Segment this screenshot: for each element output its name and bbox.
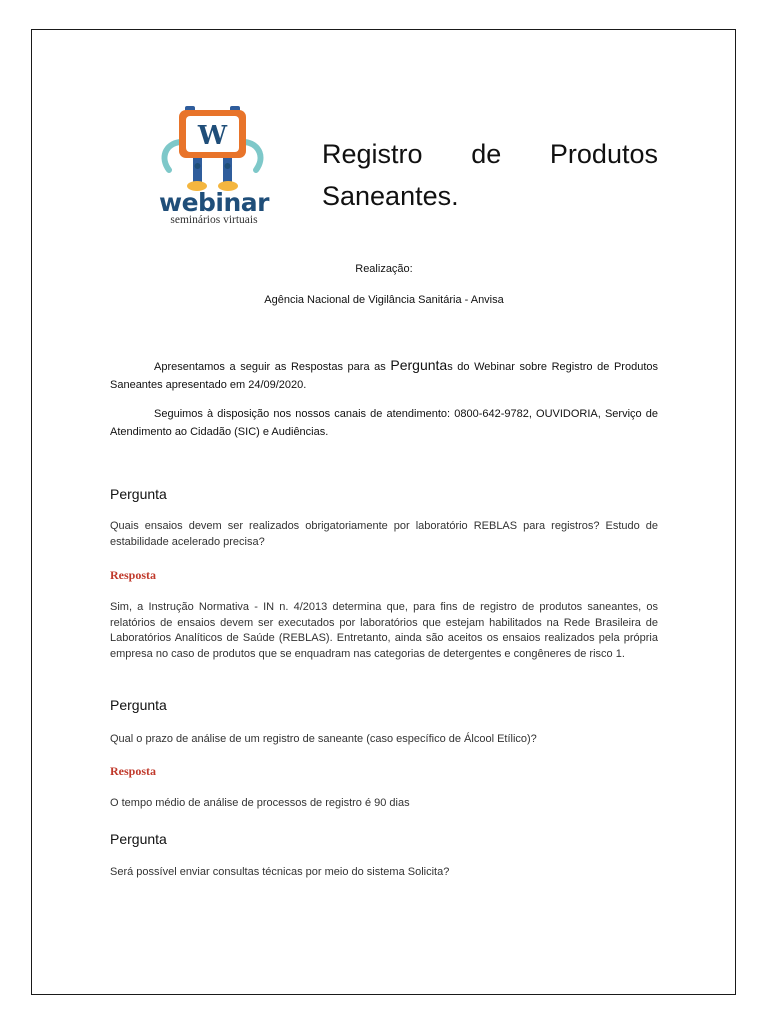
intro-text: Apresentamos a seguir as Respostas para as: [154, 361, 391, 373]
intro-paragraph-1: [110, 356, 658, 394]
intro-text: s do Webinar sobre Registro de Produtos Saneantes apresentado em 24/09/2020.: [110, 361, 658, 391]
svg-text:W: W: [197, 121, 228, 151]
title-word: Registro: [322, 139, 423, 169]
answer-text: Sim, a Instrução Normativa - IN n. 4/2013 determina que, para fins de registro de produtos saneantes, os relatórios de ensaios devem ser executados por laboratórios que estejam habilitados na Rede Brasileira de Laboratórios Analíticos de Saúde (REBLAS). Entretanto, ainda são aceitos os ensaios realizados pela própria empresa no caso de produtos que se enquadram nas categorias de detergentes e congêneres de risco 1.: [110, 601, 658, 660]
question-text: Quais ensaios devem ser realizados obrigatoriamente por laboratório REBLAS para registros? Estudo de estabilidade acelerado precisa?: [110, 520, 658, 548]
question-heading: Pergunta: [110, 486, 167, 502]
agency-name: Agência Nacional de Vigilância Sanitária - Anvisa: [264, 294, 504, 306]
logo-subtitle: seminários virtuais: [170, 214, 258, 226]
answer-heading: Resposta: [110, 568, 157, 582]
logo-wordmark: webinar: [158, 188, 269, 217]
question-heading: Pergunta: [110, 831, 167, 847]
realizacao-label: Realização:: [355, 263, 413, 275]
title-word: Produtos: [549, 139, 658, 169]
contact-text: Seguimos à disposição nos nossos canais de atendimento: 0800-642-9782, OUVIDORIA, Serviço de Atendimento ao Cidadão (SIC) e Audiências.: [110, 408, 658, 438]
answer-text: O tempo médio de análise de processos de registro é 90 dias: [110, 797, 410, 809]
title-word: de: [471, 139, 502, 169]
question-heading: Pergunta: [110, 697, 167, 713]
page-title: [322, 133, 658, 217]
intro-paragraph-2: [110, 405, 658, 441]
intro-emphasis: Pergunta: [390, 357, 448, 373]
question-text: Qual o prazo de análise de um registro de saneante (caso específico de Álcool Etílico)?: [110, 733, 537, 745]
title-line-2: Saneantes.: [322, 181, 459, 211]
question-text: Será possível enviar consultas técnicas por meio do sistema Solicita?: [110, 866, 450, 878]
answer-heading: Resposta: [110, 764, 157, 778]
